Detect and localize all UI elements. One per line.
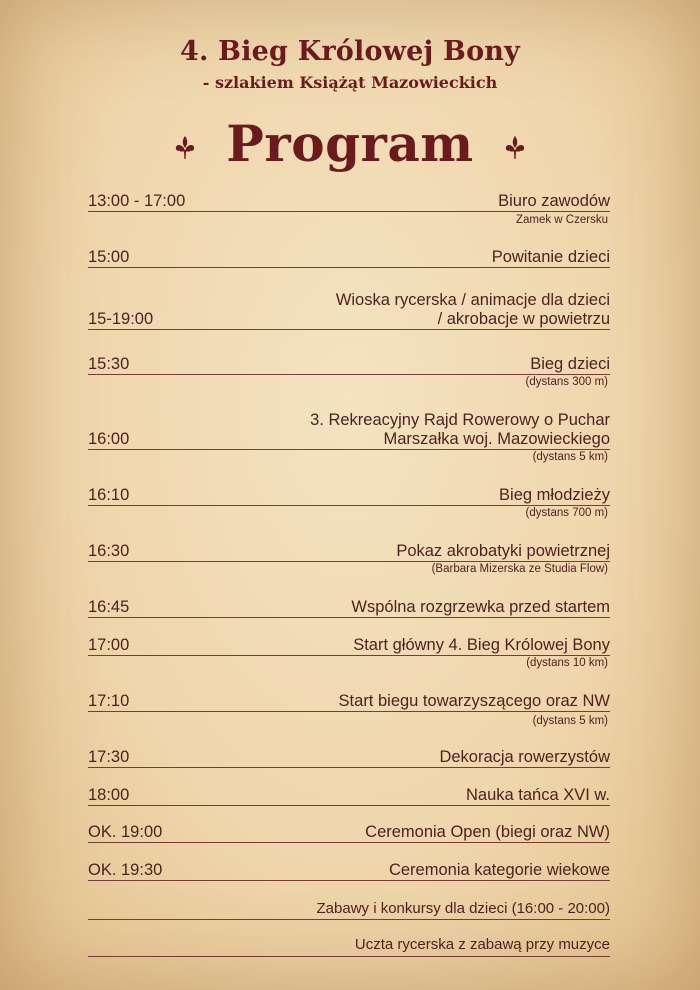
- program-heading-row: [0, 108, 700, 178]
- schedule-time: 15-19:00: [88, 310, 154, 328]
- schedule-time: 17:00: [88, 636, 130, 654]
- row-divider: [88, 449, 610, 450]
- fleur-de-lis-right-icon: [504, 135, 526, 161]
- schedule-time: 16:30: [88, 542, 130, 560]
- fleur-de-lis-left-icon: [174, 135, 196, 161]
- schedule-time: OK. 19:00: [88, 823, 163, 841]
- schedule-note: (dystans 5 km): [532, 451, 608, 463]
- schedule-event: Pokaz akrobatyki powietrznej: [396, 542, 610, 560]
- schedule-note: Zamek w Czersku: [515, 214, 608, 226]
- row-divider: [88, 655, 610, 656]
- schedule-event: Marszałka woj. Mazowieckiego: [383, 430, 610, 448]
- row-divider: [88, 617, 610, 618]
- row-divider: [88, 805, 610, 806]
- schedule-event: Ceremonia kategorie wiekowe: [388, 861, 610, 879]
- schedule-event: Bieg dzieci: [530, 355, 610, 373]
- row-divider: [88, 329, 610, 330]
- row-divider: [88, 842, 610, 843]
- schedule-time: OK. 19:30: [88, 861, 163, 879]
- row-divider: [88, 374, 610, 375]
- schedule-note: (dystans 10 km): [526, 657, 608, 669]
- row-divider: [88, 561, 610, 562]
- schedule-time: 16:10: [88, 486, 130, 504]
- schedule-time: 16:45: [88, 598, 130, 616]
- schedule-event: Uczta rycerska z zabawą przy muzyce: [354, 936, 610, 953]
- schedule-event-line1: Wioska rycerska / animacje dla dzieci: [335, 291, 610, 309]
- schedule-note: (dystans 700 m): [525, 507, 608, 519]
- schedule-event-line1: 3. Rekreacyjny Rajd Rowerowy o Puchar: [310, 411, 610, 429]
- row-divider: [88, 919, 610, 920]
- schedule-event: / akrobacje w powietrzu: [437, 310, 610, 328]
- schedule-note: (dystans 300 m): [525, 376, 608, 388]
- row-divider: [88, 211, 610, 212]
- schedule-note: (dystans 5 km): [532, 715, 608, 727]
- schedule-event: Start biegu towarzyszącego oraz NW: [338, 692, 610, 710]
- schedule-event: Biuro zawodów: [498, 192, 610, 210]
- schedule-event: Nauka tańca XVI w.: [466, 786, 610, 804]
- row-divider: [88, 505, 610, 506]
- row-divider: [88, 711, 610, 712]
- schedule-note: (Barbara Mizerska ze Studia Flow): [431, 563, 608, 575]
- program-heading: Program: [226, 113, 474, 173]
- schedule-event: Ceremonia Open (biegi oraz NW): [365, 823, 610, 841]
- schedule-event: Wspólna rozgrzewka przed startem: [351, 598, 610, 616]
- schedule-time: 15:00: [88, 248, 130, 266]
- schedule-time: 18:00: [88, 786, 130, 804]
- schedule-time: 15:30: [88, 355, 130, 373]
- schedule-event: Dekoracja rowerzystów: [439, 748, 610, 766]
- schedule-event: Start główny 4. Bieg Królowej Bony: [353, 636, 610, 654]
- schedule-time: 13:00 - 17:00: [88, 192, 186, 210]
- schedule-time: 16:00: [88, 430, 130, 448]
- schedule-event: Bieg młodzieży: [499, 486, 610, 504]
- schedule-time: 17:10: [88, 692, 130, 710]
- schedule-event: Powitanie dzieci: [491, 248, 610, 266]
- event-subtitle: - szlakiem Książąt Mazowieckich: [202, 73, 498, 92]
- event-title: 4. Bieg Królowej Bony: [179, 36, 521, 67]
- row-divider: [88, 880, 610, 881]
- schedule-time: 17:30: [88, 748, 130, 766]
- schedule-event: Zabawy i konkursy dla dzieci (16:00 - 20:00): [316, 900, 610, 917]
- row-divider: [88, 956, 610, 957]
- row-divider: [88, 767, 610, 768]
- row-divider: [88, 267, 610, 268]
